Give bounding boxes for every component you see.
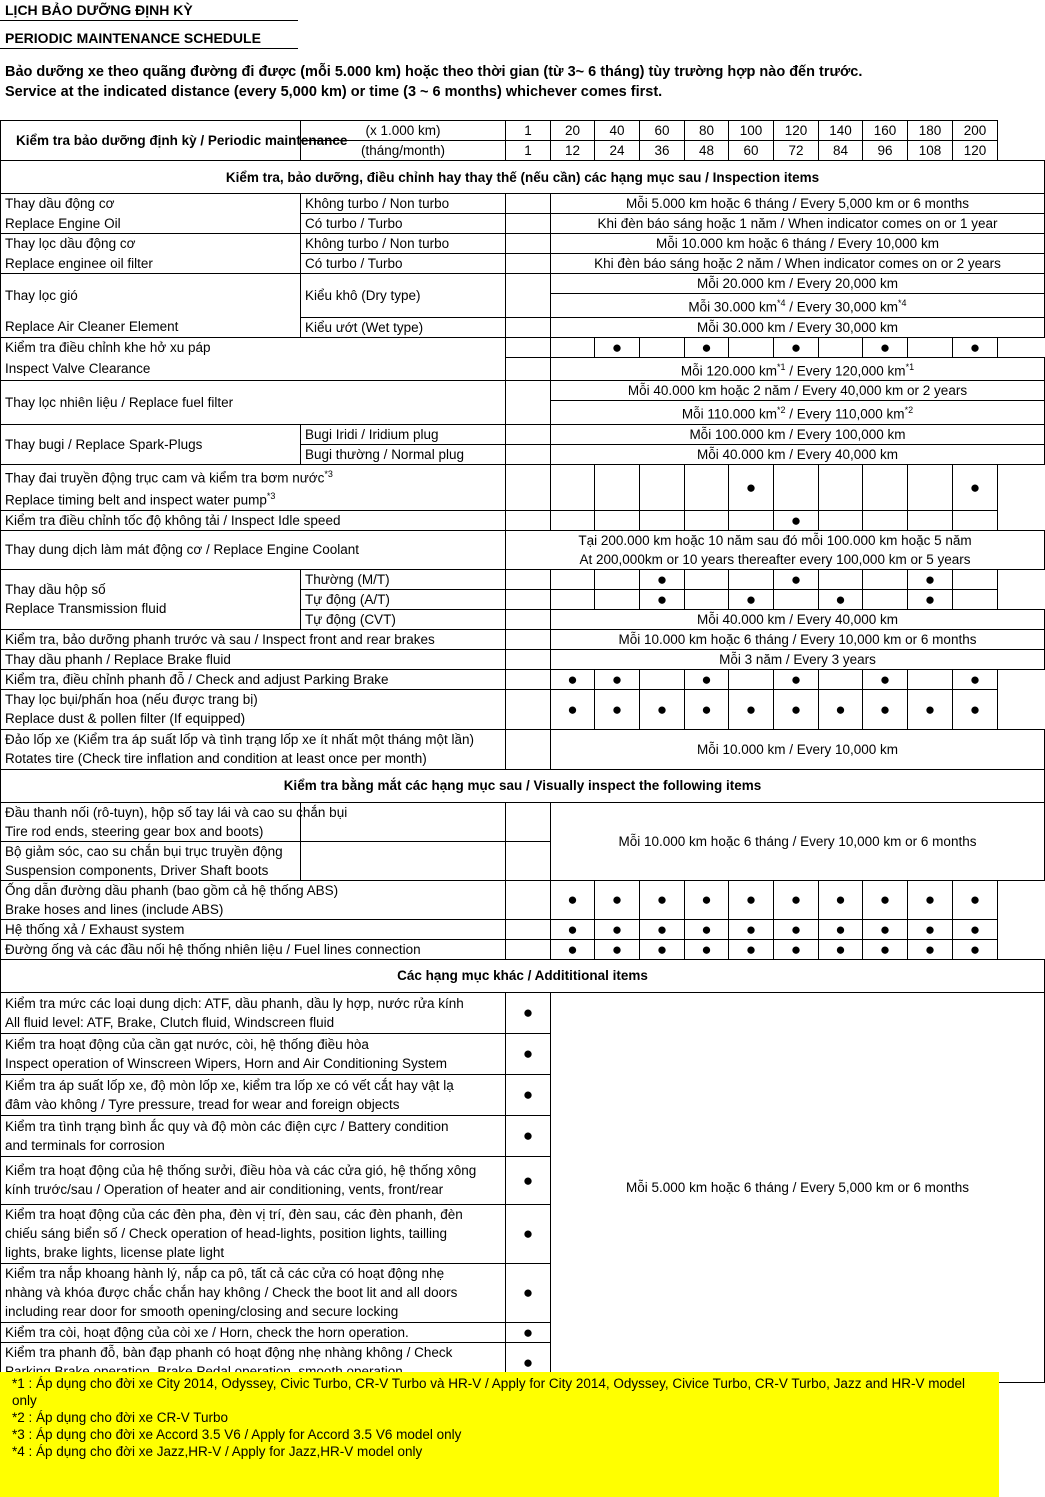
intro-en: Service at the indicated distance (every 5,000 km) or time (3 ~ 6 months) whichever comes first. — [5, 84, 663, 100]
dot-mark: ● — [595, 669, 640, 689]
additional-item — [1, 1033, 506, 1074]
additional-item — [1, 1156, 506, 1204]
tire-rotation-interval: Mỗi 10.000 km / Every 10,000 km — [551, 729, 1045, 769]
dot-mark: ● — [953, 669, 998, 689]
header-km-cell: 80 — [685, 121, 729, 141]
dot-mark: ● — [774, 669, 819, 689]
dot-mark: ● — [685, 880, 729, 919]
header-km-cell: 120 — [774, 121, 819, 141]
additional-item-line: nhàng và khóa được chắc chắn hay không / Check the boot lit and all doors — [5, 1285, 458, 1300]
empty-cell — [908, 669, 953, 689]
additional-item-line: kính trước/sau / Operation of heater and air conditioning, vents, front/rear — [5, 1182, 444, 1197]
dot-mark: ● — [506, 1322, 551, 1342]
fuel-filter-interval-1: Mỗi 40.000 km hoặc 2 năm / Every 40,000 km or 2 years — [551, 381, 1045, 401]
dot-mark: ● — [640, 939, 685, 959]
empty-cell — [506, 880, 551, 919]
empty-cell — [506, 802, 551, 841]
dot-mark: ● — [640, 919, 685, 939]
additional-item — [1, 992, 506, 1033]
air-filter-dry-interval-2a: Mỗi 30.000 km — [688, 299, 777, 315]
empty-cell — [685, 464, 729, 510]
dot-mark: ● — [506, 992, 551, 1033]
header-month-cell: 48 — [685, 141, 729, 161]
valve-name-vi: Kiểm tra điều chỉnh khe hở xu páp — [1, 337, 506, 357]
engine-oil-name-en: Replace Engine Oil — [1, 214, 301, 234]
header-unit-month: (tháng/month) — [301, 141, 506, 161]
dot-mark: ● — [685, 689, 729, 729]
note-1: *1 : Áp dụng cho đời xe City 2014, Odyssey, Civic Turbo, CR-V Turbo và HR-V / Apply for City 2014, Odyssey, Civice Turbo, CR-V Turbo, Jazz and HR-V model — [12, 1376, 965, 1391]
additional-item-line: Kiểm tra tình trạng bình ắc quy và độ mòn các điện cực / Battery condition — [5, 1118, 449, 1134]
empty-cell — [506, 274, 551, 318]
air-filter-name-en: Replace Air Cleaner Element — [1, 317, 301, 337]
dot-mark: ● — [595, 919, 640, 939]
dust-filter-name — [1, 689, 506, 729]
dot-mark: ● — [551, 669, 595, 689]
empty-cell — [595, 589, 640, 609]
empty-cell — [774, 589, 819, 609]
dot-mark: ● — [774, 880, 819, 919]
footnotes — [0, 1372, 999, 1497]
additional-item-line: and terminals for corrosion — [5, 1137, 165, 1153]
dot-mark: ● — [729, 939, 774, 959]
coolant-interval-vi: Tại 200.000 km hoặc 10 năm sau đó mỗi 100.000 km hoặc 5 năm — [506, 530, 1045, 550]
dot-mark: ● — [908, 569, 953, 589]
header-unit-km: (x 1.000 km) — [301, 121, 506, 141]
fuel-filter-interval-2b: / Every 110,000 km — [785, 406, 905, 422]
empty-cell — [729, 510, 774, 530]
empty-cell — [506, 254, 551, 274]
empty-cell — [774, 464, 819, 510]
coolant-name: Thay dung dịch làm mát động cơ / Replace Engine Coolant — [1, 530, 506, 569]
intro-vi: Bảo dưỡng xe theo quãng đường đi được (mỗi 5.000 km) hoặc theo thời gian (từ 3~ 6 tháng) tùy trường hợp nào đến trước. — [5, 64, 863, 80]
note-ref-4: *4 — [776, 298, 786, 308]
timing-belt-name-en — [5, 487, 501, 510]
empty-cell — [729, 337, 774, 357]
header-label: Kiểm tra bảo dưỡng định kỳ / Periodic maintenance — [1, 121, 301, 161]
empty-cell — [863, 569, 908, 589]
suspension-name-en: Suspension components, Driver Shaft boots — [5, 862, 269, 878]
dot-mark: ● — [640, 689, 685, 729]
empty-cell — [685, 569, 729, 589]
additional-item-line: Kiểm tra hoạt động của các đèn pha, đèn vị trí, đèn sau, các đèn phanh, đèn — [5, 1207, 463, 1222]
dot-mark: ● — [953, 919, 998, 939]
transmission-cvt: Tự động (CVT) — [301, 609, 506, 629]
dot-mark: ● — [729, 880, 774, 919]
fuel-filter-interval-2a: Mỗi 110.000 km — [681, 406, 777, 422]
empty-cell — [551, 510, 595, 530]
empty-cell — [595, 510, 640, 530]
additional-item-line: Kiểm tra hoạt động của hệ thống sưởi, điều hòa và các cửa gió, hệ thống xông — [5, 1163, 477, 1178]
section-additional: Các hạng mục khác / Addititional items — [1, 959, 1045, 992]
header-month-cell: 108 — [908, 141, 953, 161]
additional-item — [1, 1263, 506, 1322]
engine-oil-name-vi: Thay dầu động cơ — [1, 194, 301, 214]
title-vi-underline — [0, 20, 298, 21]
empty-cell — [506, 337, 551, 357]
dot-mark: ● — [774, 689, 819, 729]
valve-interval — [551, 357, 1045, 381]
brake-hoses-name-vi: Ống dẫn đường dầu phanh (bao gồm cả hệ thống ABS) — [5, 882, 339, 898]
dot-mark: ● — [953, 337, 998, 357]
section-visual: Kiểm tra bằng mắt các hạng mục sau / Visually inspect the following items — [1, 769, 1045, 802]
empty-cell — [819, 510, 863, 530]
empty-cell — [685, 510, 729, 530]
dot-mark: ● — [506, 1204, 551, 1263]
dot-mark: ● — [953, 689, 998, 729]
tire-rotation-name-vi: Đảo lốp xe (Kiểm tra áp suất lốp và tình trạng lốp xe ít nhất một tháng một lần) — [5, 732, 475, 747]
timing-belt-name-vi — [5, 465, 501, 488]
empty-cell — [506, 510, 551, 530]
dot-mark: ● — [953, 880, 998, 919]
additional-item-line: Inspect operation of Winscreen Wipers, Horn and Air Conditioning System — [5, 1055, 447, 1071]
brake-fluid-interval: Mỗi 3 năm / Every 3 years — [551, 649, 1045, 669]
idle-speed-name: Kiểm tra điều chỉnh tốc độ không tải / Inspect Idle speed — [1, 510, 506, 530]
dot-mark: ● — [863, 939, 908, 959]
empty-cell — [506, 317, 551, 337]
empty-cell — [301, 841, 506, 880]
engine-oil-nonturbo-interval: Mỗi 5.000 km hoặc 6 tháng / Every 5,000 km or 6 months — [551, 194, 1045, 214]
header-km-cell: 60 — [640, 121, 685, 141]
note-ref-2: *2 — [776, 405, 786, 415]
air-filter-dry-interval-2b: / Every 30,000 km — [785, 299, 899, 315]
suspension-name-vi: Bộ giảm sóc, cao su chắn bụi trục truyền động — [5, 843, 283, 859]
tie-rod-name — [1, 802, 348, 841]
additional-item-line: chiếu sáng biển số / Check operation of head-lights, position lights, tailling — [5, 1226, 448, 1241]
header-km-cell: 40 — [595, 121, 640, 141]
brake-hoses-name-en: Brake hoses and lines (include ABS) — [5, 901, 224, 917]
dot-mark: ● — [819, 589, 863, 609]
dot-mark: ● — [729, 464, 774, 510]
header-km-first: 1 — [506, 121, 551, 141]
fuel-filter-name: Thay lọc nhiên liệu / Replace fuel filter — [1, 381, 506, 425]
dot-mark: ● — [729, 689, 774, 729]
dot-mark: ● — [729, 589, 774, 609]
note-ref-3: *3 — [324, 468, 333, 479]
spark-plugs-name: Thay bugi / Replace Spark-Plugs — [1, 424, 301, 464]
header-month-cell: 24 — [595, 141, 640, 161]
tire-rotation-name — [1, 729, 506, 769]
dot-mark: ● — [506, 1115, 551, 1156]
additional-item — [1, 1322, 506, 1342]
dot-mark: ● — [506, 1074, 551, 1115]
dot-mark: ● — [595, 689, 640, 729]
dot-mark: ● — [908, 589, 953, 609]
empty-cell — [685, 589, 729, 609]
additional-item-line: Kiểm tra áp suất lốp xe, độ mòn lốp xe, kiểm tra lốp xe có vết cắt hay vật lạ — [5, 1077, 454, 1093]
transmission-mt: Thường (M/T) — [301, 569, 506, 589]
header-month-cell: 96 — [863, 141, 908, 161]
header-km-cell: 200 — [953, 121, 998, 141]
empty-cell — [640, 337, 685, 357]
empty-cell — [506, 609, 551, 629]
air-filter-dry: Kiểu khô (Dry type) — [301, 274, 506, 318]
dot-mark: ● — [551, 939, 595, 959]
empty-cell — [863, 464, 908, 510]
dot-mark: ● — [595, 880, 640, 919]
additional-item-line: lights, brake lights, license plate light — [5, 1245, 225, 1260]
empty-cell — [506, 841, 551, 880]
additional-item-line: Kiểm tra phanh đỗ, bàn đạp phanh có hoạt động nhẹ nhàng không / Check — [5, 1345, 453, 1360]
empty-cell — [551, 589, 595, 609]
header-month-cell: 12 — [551, 141, 595, 161]
tie-rod-name-vi: Đầu thanh nối (rô-tuyn), hộp số tay lái và cao su chắn bụi — [5, 804, 348, 820]
oil-filter-name-en: Replace enginee oil filter — [1, 254, 301, 274]
empty-cell — [506, 194, 551, 214]
dot-mark: ● — [551, 919, 595, 939]
air-filter-wet: Kiểu ướt (Wet type) — [301, 317, 506, 337]
empty-cell — [506, 444, 551, 464]
fuel-filter-interval-2 — [551, 401, 1045, 425]
note-2: *2 : Áp dụng cho đời xe CR-V Turbo — [12, 1410, 228, 1425]
empty-cell — [506, 919, 551, 939]
note-4: *4 : Áp dụng cho đời xe Jazz,HR-V / Apply for Jazz,HR-V model only — [12, 1444, 423, 1459]
dot-mark: ● — [595, 939, 640, 959]
header-km-cell: 140 — [819, 121, 863, 141]
note-ref-1: *1 — [776, 361, 786, 372]
dot-mark: ● — [953, 939, 998, 959]
timing-belt-text-vi: Thay đai truyền động trục cam và kiểm tra bơm nước — [5, 470, 325, 485]
note-ref-4: *4 — [898, 298, 907, 308]
dot-mark: ● — [908, 939, 953, 959]
coolant-interval-en: At 200,000km or 10 years thereafter every 100,000 km or 5 years — [506, 550, 1045, 570]
empty-cell — [506, 214, 551, 234]
title-en: PERIODIC MAINTENANCE SCHEDULE — [5, 30, 261, 46]
transmission-at: Tự động (A/T) — [301, 589, 506, 609]
dot-mark: ● — [774, 569, 819, 589]
empty-cell — [953, 569, 998, 589]
dot-mark: ● — [908, 880, 953, 919]
timing-belt-name — [1, 464, 506, 510]
transmission-name-en: Replace Transmission fluid — [5, 601, 167, 616]
header-km-cell: 160 — [863, 121, 908, 141]
header-months-first: 1 — [506, 141, 551, 161]
dot-mark: ● — [506, 1156, 551, 1204]
additional-item-line: đâm vào không / Tyre pressure, tread for wear and foreign objects — [5, 1096, 400, 1112]
dot-mark: ● — [506, 1263, 551, 1322]
empty-cell — [953, 589, 998, 609]
additional-item-line: Kiểm tra hoạt động của cần gạt nước, còi, hệ thống điều hòa — [5, 1036, 369, 1052]
dot-mark: ● — [819, 939, 863, 959]
title-vi: LỊCH BẢO DƯỠNG ĐỊNH KỲ — [5, 2, 193, 18]
empty-cell — [640, 669, 685, 689]
additional-item — [1, 1115, 506, 1156]
header-km-cell: 100 — [729, 121, 774, 141]
dot-mark: ● — [506, 1342, 551, 1382]
air-filter-wet-interval: Mỗi 30.000 km / Every 30,000 km — [551, 317, 1045, 337]
empty-cell — [729, 569, 774, 589]
dot-mark: ● — [863, 689, 908, 729]
dot-mark: ● — [595, 337, 640, 357]
empty-cell — [819, 464, 863, 510]
empty-cell — [729, 669, 774, 689]
transmission-name — [1, 569, 301, 629]
valve-name-en: Inspect Valve Clearance — [1, 357, 506, 381]
additional-item-line: All fluid level: ATF, Brake, Clutch fluid, Windscreen fluid — [5, 1014, 335, 1030]
empty-cell — [506, 729, 551, 769]
tire-rotation-name-en: Rotates tire (Check tire inflation and condition at least once per month) — [5, 751, 427, 766]
dot-mark: ● — [819, 880, 863, 919]
oil-filter-turbo: Có turbo / Turbo — [301, 254, 506, 274]
dust-filter-name-en: Replace dust & pollen filter (If equipped) — [5, 711, 246, 726]
tie-rod-name-en: Tire rod ends, steering gear box and boots) — [5, 823, 264, 839]
empty-cell — [908, 510, 953, 530]
dot-mark: ● — [729, 919, 774, 939]
additional-interval: Mỗi 5.000 km hoặc 6 tháng / Every 5,000 km or 6 months — [551, 992, 1045, 1382]
spark-plugs-iridium: Bugi Iridi / Iridium plug — [301, 424, 506, 444]
engine-oil-turbo: Có turbo / Turbo — [301, 214, 506, 234]
header-month-cell: 36 — [640, 141, 685, 161]
empty-cell — [595, 569, 640, 589]
empty-cell — [506, 357, 551, 381]
spark-plugs-normal: Bugi thường / Normal plug — [301, 444, 506, 464]
dot-mark: ● — [863, 919, 908, 939]
empty-cell — [819, 569, 863, 589]
additional-item-line: Kiểm tra nắp khoang hành lý, nắp ca pô, tất cả các cửa có hoạt động nhẹ — [5, 1266, 445, 1281]
empty-cell — [551, 337, 595, 357]
dot-mark: ● — [685, 337, 729, 357]
empty-cell — [506, 629, 551, 649]
header-month-cell: 120 — [953, 141, 998, 161]
empty-cell — [640, 510, 685, 530]
additional-item-line: Kiểm tra còi, hoạt động của còi xe / Horn, check the horn operation. — [5, 1324, 409, 1340]
additional-item-line: Kiểm tra mức các loại dung dịch: ATF, dầu phanh, dầu ly hợp, nước rửa kính — [5, 995, 464, 1011]
additional-item — [1, 1204, 506, 1263]
air-filter-dry-interval-1: Mỗi 20.000 km / Every 20,000 km — [551, 274, 1045, 294]
empty-cell — [506, 569, 551, 589]
dot-mark: ● — [774, 939, 819, 959]
empty-cell — [506, 649, 551, 669]
valve-interval-b: / Every 120,000 km — [785, 363, 906, 378]
fuel-lines-name: Đường ống và các đầu nối hệ thống nhiên liệu / Fuel lines connection — [1, 939, 506, 959]
empty-cell — [863, 510, 908, 530]
empty-cell — [819, 337, 863, 357]
empty-cell — [506, 234, 551, 254]
header-month-cell: 60 — [729, 141, 774, 161]
dot-mark: ● — [863, 669, 908, 689]
header-month-cell: 72 — [774, 141, 819, 161]
oil-filter-turbo-interval: Khi đèn báo sáng hoặc 2 năm / When indicator comes on or 2 years — [551, 254, 1045, 274]
empty-cell — [506, 689, 551, 729]
note-1-cont: only — [12, 1393, 37, 1408]
dot-mark: ● — [640, 589, 685, 609]
transmission-name-vi: Thay dầu hộp số — [5, 582, 106, 597]
additional-item-line: including rear door for smooth opening/closing and secure locking — [5, 1304, 399, 1319]
empty-cell — [506, 669, 551, 689]
empty-cell — [551, 569, 595, 589]
timing-belt-text-en: Replace timing belt and inspect water pump — [5, 492, 267, 508]
dot-mark: ● — [551, 689, 595, 729]
note-ref-2: *2 — [904, 405, 914, 415]
oil-filter-nonturbo: Không turbo / Non turbo — [301, 234, 506, 254]
dot-mark: ● — [863, 880, 908, 919]
empty-cell — [908, 464, 953, 510]
empty-cell — [595, 464, 640, 510]
dot-mark: ● — [506, 1033, 551, 1074]
brakes-interval: Mỗi 10.000 km hoặc 6 tháng / Every 10,000 km or 6 months — [551, 629, 1045, 649]
note-3: *3 : Áp dụng cho đời xe Accord 3.5 V6 / Apply for Accord 3.5 V6 model only — [12, 1427, 462, 1442]
header-km-cell: 20 — [551, 121, 595, 141]
dot-mark: ● — [774, 337, 819, 357]
dot-mark: ● — [685, 919, 729, 939]
empty-cell — [506, 589, 551, 609]
parking-brake-name: Kiểm tra, điều chỉnh phanh đỗ / Check and adjust Parking Brake — [1, 669, 506, 689]
title-en-underline — [0, 48, 298, 49]
empty-cell — [506, 464, 551, 510]
empty-cell — [908, 337, 953, 357]
dot-mark: ● — [774, 510, 819, 530]
engine-oil-nonturbo: Không turbo / Non turbo — [301, 194, 506, 214]
dot-mark: ● — [953, 464, 998, 510]
air-filter-name-vi: Thay lọc gió — [1, 274, 301, 318]
spark-plugs-iridium-interval: Mỗi 100.000 km / Every 100,000 km — [551, 424, 1045, 444]
dot-mark: ● — [640, 880, 685, 919]
dust-filter-name-vi: Thay lọc bụi/phấn hoa (nếu được trang bị) — [5, 692, 258, 707]
air-filter-dry-interval-2 — [551, 294, 1045, 318]
spark-plugs-normal-interval: Mỗi 40.000 km / Every 40,000 km — [551, 444, 1045, 464]
empty-cell — [863, 589, 908, 609]
dot-mark: ● — [685, 669, 729, 689]
header-km-cell: 180 — [908, 121, 953, 141]
dot-mark: ● — [551, 880, 595, 919]
empty-cell — [506, 939, 551, 959]
empty-cell — [953, 510, 998, 530]
brakes-name: Kiểm tra, bảo dưỡng phanh trước và sau / Inspect front and rear brakes — [1, 629, 506, 649]
empty-cell — [640, 464, 685, 510]
dot-mark: ● — [908, 919, 953, 939]
dot-mark: ● — [685, 939, 729, 959]
additional-item — [1, 1074, 506, 1115]
visual-interval: Mỗi 10.000 km hoặc 6 tháng / Every 10,000 km or 6 months — [551, 802, 1045, 880]
maintenance-table — [0, 120, 1045, 1383]
oil-filter-name-vi: Thay lọc dầu động cơ — [1, 234, 301, 254]
dot-mark: ● — [908, 689, 953, 729]
note-ref-1: *1 — [905, 361, 915, 372]
header-month-cell: 84 — [819, 141, 863, 161]
dot-mark: ● — [863, 337, 908, 357]
brake-fluid-name: Thay dầu phanh / Replace Brake fluid — [1, 649, 506, 669]
exhaust-name: Hệ thống xả / Exhaust system — [1, 919, 506, 939]
engine-oil-turbo-interval: Khi đèn báo sáng hoặc 1 năm / When indicator comes on or 1 year — [551, 214, 1045, 234]
oil-filter-nonturbo-interval: Mỗi 10.000 km hoặc 6 tháng / Every 10,000 km — [551, 234, 1045, 254]
dot-mark: ● — [819, 919, 863, 939]
empty-cell — [819, 669, 863, 689]
empty-cell — [551, 464, 595, 510]
dot-mark: ● — [819, 689, 863, 729]
valve-interval-a: Mỗi 120.000 km — [680, 363, 777, 378]
empty-cell — [506, 381, 551, 425]
section-inspection: Kiểm tra, bảo dưỡng, điều chỉnh hay thay thế (nếu cần) các hạng mục sau / Inspection items — [1, 161, 1045, 194]
empty-cell — [506, 424, 551, 444]
note-ref-3: *3 — [266, 491, 276, 501]
dot-mark: ● — [640, 569, 685, 589]
dot-mark: ● — [774, 919, 819, 939]
intro-text — [5, 62, 862, 102]
transmission-cvt-interval: Mỗi 40.000 km / Every 40,000 km — [551, 609, 1045, 629]
suspension-name — [1, 841, 301, 880]
brake-hoses-name — [1, 880, 506, 919]
